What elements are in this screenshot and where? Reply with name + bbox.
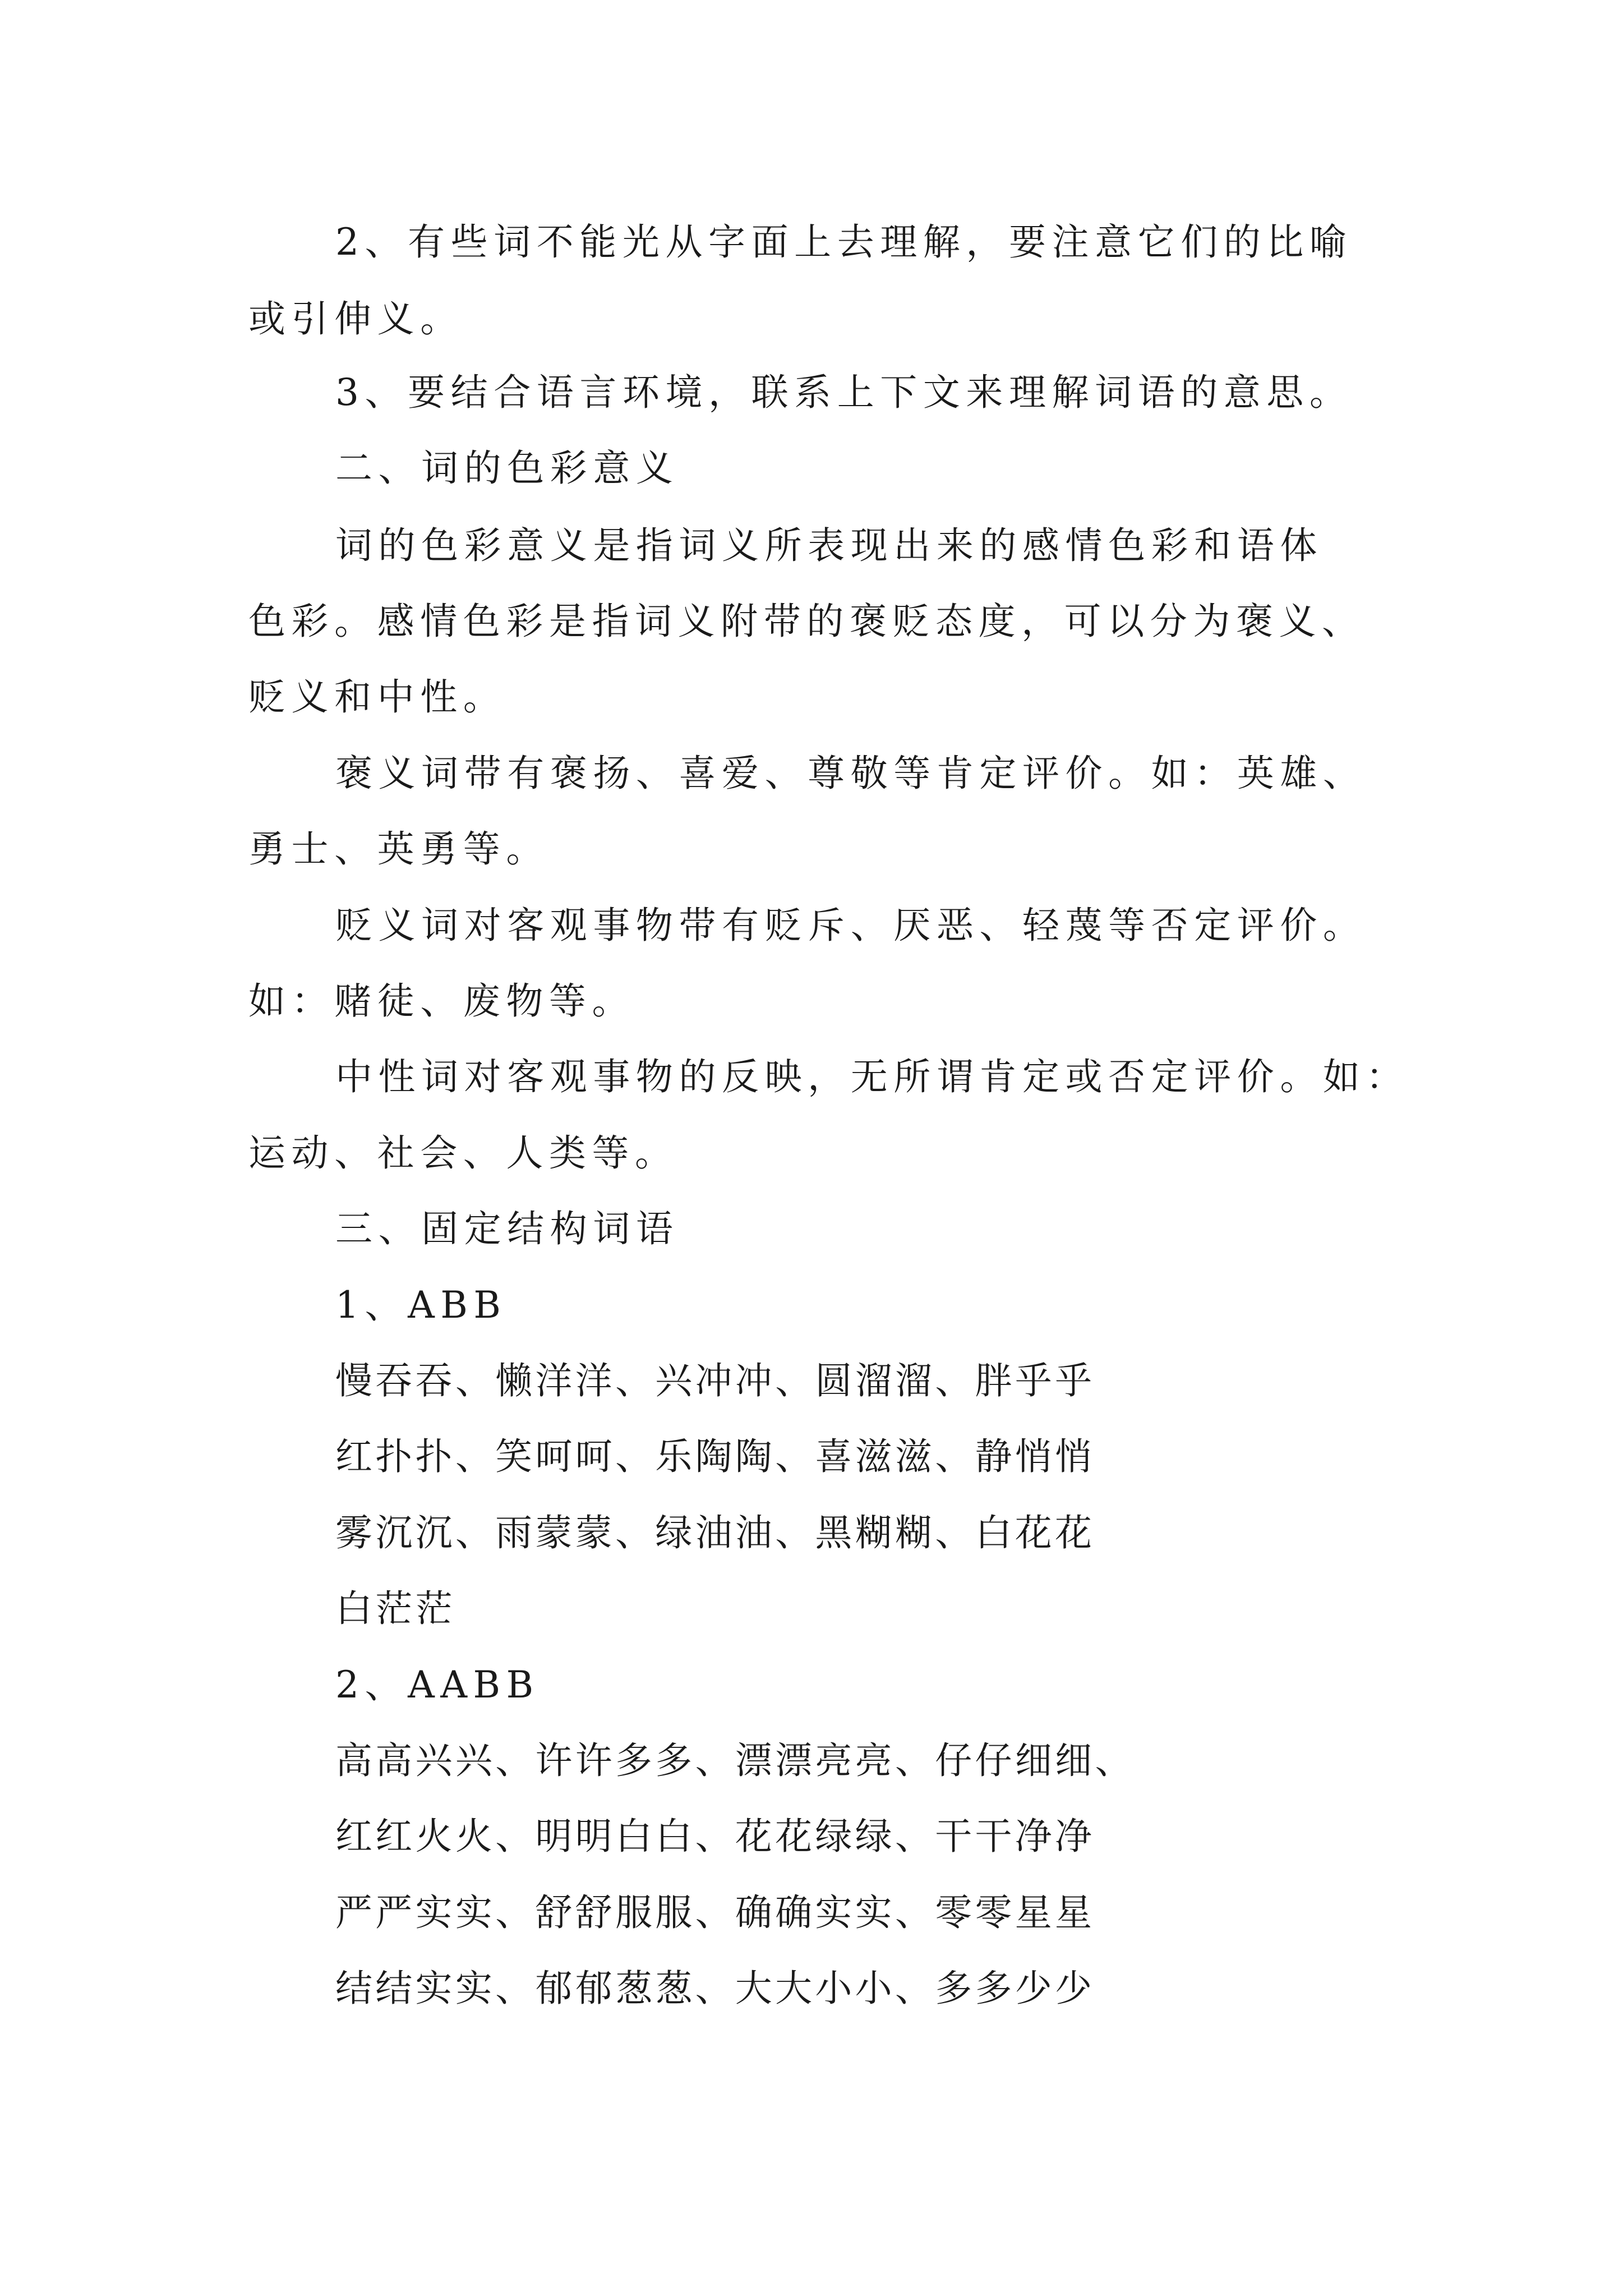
paragraph-line: 如：赌徒、废物等。 (248, 979, 635, 1023)
paragraph-line: 运动、社会、人类等。 (248, 1131, 678, 1175)
paragraph-line: 勇士、英勇等。 (248, 827, 549, 871)
word-list-line: 结结实实、郁郁葱葱、大大小小、多多少少 (335, 1967, 1095, 2010)
word-list-line: 慢吞吞、懒洋洋、兴冲冲、圆溜溜、胖乎乎 (335, 1359, 1095, 1402)
section-heading: 三、固定结构词语 (335, 1207, 679, 1250)
paragraph-line: 词的色彩意义是指词义所表现出来的感情色彩和语体 (335, 524, 1323, 567)
paragraph-line: 色彩。感情色彩是指词义附带的褒贬态度，可以分为褒义、 (248, 600, 1365, 643)
paragraph-line: 或引伸义。 (248, 297, 463, 341)
subsection-heading: 2、AABB (335, 1663, 540, 1706)
paragraph-line: 贬义和中性。 (248, 675, 506, 719)
paragraph-line: 3、要结合语言环境，联系上下文来理解词语的意思。 (335, 371, 1353, 414)
word-list-line: 红红火火、明明白白、花花绿绿、干干净净 (335, 1815, 1095, 1858)
word-list-line: 严严实实、舒舒服服、确确实实、零零星星 (335, 1891, 1095, 1934)
section-heading: 二、词的色彩意义 (335, 447, 679, 490)
word-list-line: 白茫茫 (335, 1587, 455, 1630)
paragraph-line: 褒义词带有褒扬、喜爱、尊敬等肯定评价。如：英雄、 (335, 752, 1366, 795)
paragraph-line: 2、有些词不能光从字面上去理解，要注意它们的比喻 (335, 220, 1353, 264)
subsection-heading: 1、ABB (335, 1283, 507, 1327)
paragraph-line: 贬义词对客观事物带有贬斥、厌恶、轻蔑等否定评价。 (335, 904, 1366, 947)
paragraph-line: 中性词对客观事物的反映，无所谓肯定或否定评价。如： (335, 1055, 1409, 1098)
word-list-line: 红扑扑、笑呵呵、乐陶陶、喜滋滋、静悄悄 (335, 1435, 1095, 1478)
word-list-line: 雾沉沉、雨蒙蒙、绿油油、黑糊糊、白花花 (335, 1511, 1095, 1554)
word-list-line: 高高兴兴、许许多多、漂漂亮亮、仔仔细细、 (335, 1739, 1135, 1782)
